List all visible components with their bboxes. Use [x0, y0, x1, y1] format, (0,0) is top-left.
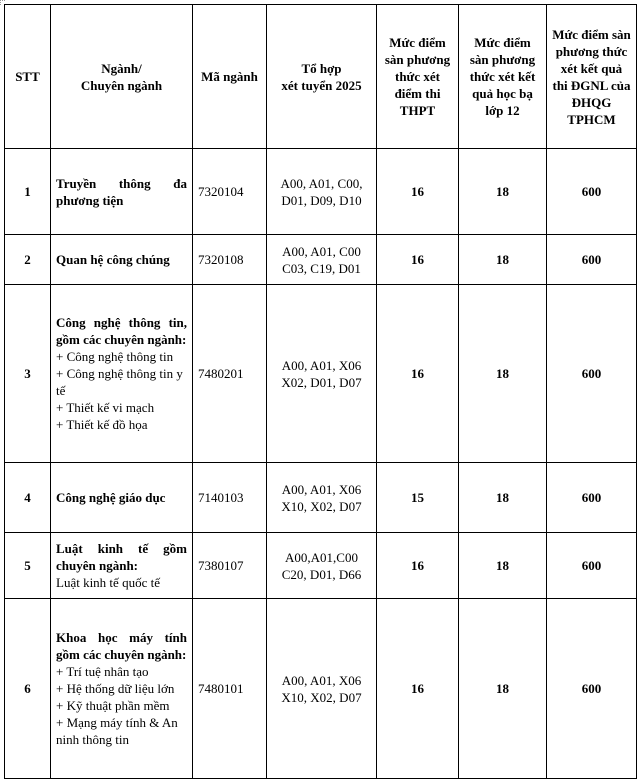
major-title: Quan hệ công chúng — [56, 252, 170, 267]
cell-thpt: 16 — [377, 149, 459, 235]
header-stt: STT — [5, 5, 51, 149]
cell-combos: A00, A01, X06 X10, X02, D07 — [267, 463, 377, 533]
cell-thpt: 15 — [377, 463, 459, 533]
major-title: Công nghệ thông tin, gồm các chuyên ngành: — [56, 315, 187, 347]
table-body — [5, 149, 637, 779]
cell-hocba: 18 — [459, 463, 547, 533]
cell-combos: A00, A01, X06 X02, D01, D07 — [267, 285, 377, 463]
header-row — [5, 5, 637, 149]
table-row — [5, 533, 637, 599]
cell-hocba: 18 — [459, 149, 547, 235]
header-major: Ngành/ Chuyên ngành — [51, 5, 193, 149]
cell-thpt: 16 — [377, 599, 459, 779]
cell-thpt: 16 — [377, 533, 459, 599]
cell-dgnl: 600 — [547, 235, 637, 285]
admission-score-table — [4, 4, 637, 779]
cell-stt: 6 — [5, 599, 51, 779]
cell-major — [51, 533, 193, 599]
table-row — [5, 235, 637, 285]
cell-code: 7320104 — [193, 149, 267, 235]
major-title: Công nghệ giáo dục — [56, 490, 166, 505]
cell-stt: 1 — [5, 149, 51, 235]
major-subitem: + Công nghệ thông tin — [56, 349, 174, 364]
major-title: Khoa học máy tính gồm các chuyên ngành: — [56, 630, 187, 662]
cell-hocba: 18 — [459, 235, 547, 285]
cell-code: 7480201 — [193, 285, 267, 463]
cell-code: 7140103 — [193, 463, 267, 533]
header-thpt: Mức điểm sàn phương thức xét điểm thi THPT — [377, 5, 459, 149]
cell-code: 7380107 — [193, 533, 267, 599]
header-code: Mã ngành — [193, 5, 267, 149]
cell-stt: 3 — [5, 285, 51, 463]
cell-thpt: 16 — [377, 285, 459, 463]
major-title: Truyền thông đa phương tiện — [56, 175, 187, 208]
cell-major — [51, 463, 193, 533]
major-subitem: + Mạng máy tính & An ninh thông tin — [56, 715, 178, 747]
major-subitem: + Thiết kế vi mạch — [56, 400, 155, 415]
header-combos: Tổ hợp xét tuyển 2025 — [267, 5, 377, 149]
cell-combos: A00, A01, X06 X10, X02, D07 — [267, 599, 377, 779]
major-subitem: + Thiết kế đồ họa — [56, 417, 148, 432]
major-subitem: + Công nghệ thông tin y tế — [56, 366, 183, 398]
header-dgnl: Mức điểm sàn phương thức xét kết quả thi ĐGNL của ĐHQG TPHCM — [547, 5, 637, 149]
cell-major — [51, 599, 193, 779]
cell-dgnl: 600 — [547, 285, 637, 463]
cell-hocba: 18 — [459, 285, 547, 463]
cell-thpt: 16 — [377, 235, 459, 285]
cell-major — [51, 285, 193, 463]
cell-stt: 2 — [5, 235, 51, 285]
cell-hocba: 18 — [459, 533, 547, 599]
cell-combos: A00, A01, C00, D01, D09, D10 — [267, 149, 377, 235]
header-hocba: Mức điểm sàn phương thức xét kết quả học bạ lớp 12 — [459, 5, 547, 149]
major-subitem: Luật kinh tế quốc tế — [56, 575, 160, 590]
cell-code: 7480101 — [193, 599, 267, 779]
cell-dgnl: 600 — [547, 149, 637, 235]
cell-stt: 4 — [5, 463, 51, 533]
cell-dgnl: 600 — [547, 599, 637, 779]
major-subitem: + Trí tuệ nhân tạo — [56, 664, 149, 679]
cell-hocba: 18 — [459, 599, 547, 779]
cell-major — [51, 149, 193, 235]
cell-dgnl: 600 — [547, 463, 637, 533]
cell-combos: A00, A01, C00 C03, C19, D01 — [267, 235, 377, 285]
major-subitem: + Kỹ thuật phần mềm — [56, 698, 170, 713]
cell-major — [51, 235, 193, 285]
cell-combos: A00,A01,C00 C20, D01, D66 — [267, 533, 377, 599]
major-subitem: + Hệ thống dữ liệu lớn — [56, 681, 175, 696]
table-row — [5, 285, 637, 463]
cell-code: 7320108 — [193, 235, 267, 285]
table-row — [5, 599, 637, 779]
cell-stt: 5 — [5, 533, 51, 599]
major-title: Luật kinh tế gồm chuyên ngành: — [56, 541, 187, 573]
table-row — [5, 463, 637, 533]
table-row — [5, 149, 637, 235]
cell-dgnl: 600 — [547, 533, 637, 599]
